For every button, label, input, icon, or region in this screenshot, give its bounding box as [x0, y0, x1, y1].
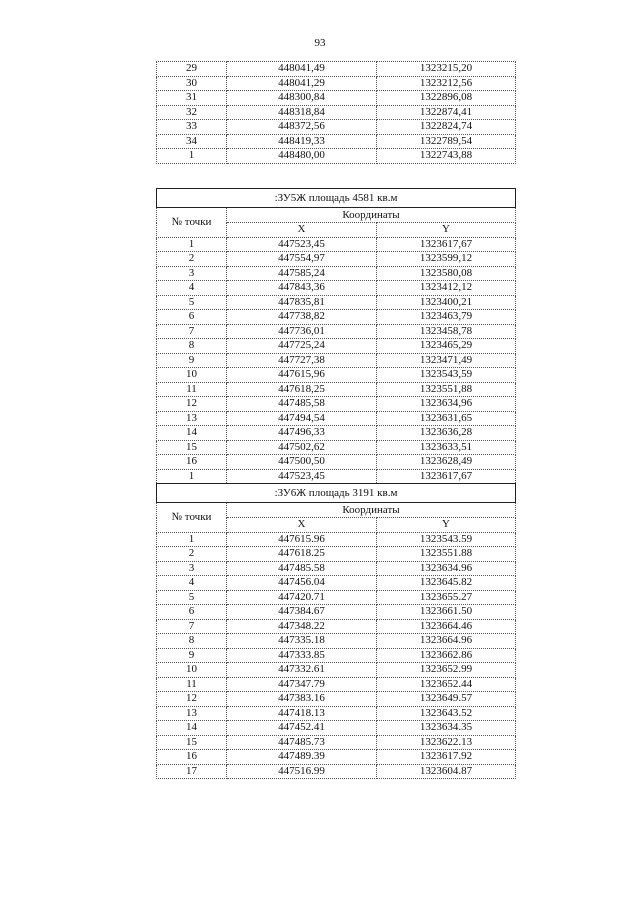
y-coordinate-cell: 1323661.50 — [377, 605, 516, 620]
y-coordinate-cell: 1323634.96 — [377, 561, 516, 576]
table-row — [157, 706, 516, 721]
point-number-cell: 3 — [157, 266, 227, 281]
table-row — [157, 310, 516, 325]
point-number-cell: 2 — [157, 252, 227, 267]
table-row — [157, 469, 516, 484]
y-coordinate-cell: 1322896,08 — [377, 91, 516, 106]
table-row — [157, 764, 516, 779]
y-coordinate-cell: 1323664.96 — [377, 634, 516, 649]
y-coordinate-cell: 1323634.35 — [377, 721, 516, 736]
x-coordinate-cell: 448300,84 — [227, 91, 377, 106]
y-coordinate-cell: 1323604.87 — [377, 764, 516, 779]
y-coordinate-cell: 1323463,79 — [377, 310, 516, 325]
table-row — [157, 605, 516, 620]
table-row — [157, 76, 516, 91]
point-number-cell: 32 — [157, 105, 227, 120]
point-number-cell: 1 — [157, 149, 227, 164]
table-row — [157, 105, 516, 120]
y-coordinate-cell: 1323662.86 — [377, 648, 516, 663]
point-number-cell: 8 — [157, 339, 227, 354]
y-coordinate-cell: 1323543,59 — [377, 368, 516, 383]
x-coordinate-cell: 448480,00 — [227, 149, 377, 164]
table-row — [157, 648, 516, 663]
x-coordinate-cell: 447738,82 — [227, 310, 377, 325]
header-row — [157, 208, 516, 223]
section-title: :ЗУ6Ж площадь 3191 кв.м — [157, 484, 516, 503]
section-zu5zh-rows — [157, 237, 516, 484]
x-coordinate-cell: 447843,36 — [227, 281, 377, 296]
y-coordinate-cell: 1323412,12 — [377, 281, 516, 296]
point-number-cell: 10 — [157, 368, 227, 383]
point-number-cell: 11 — [157, 382, 227, 397]
table-row — [157, 590, 516, 605]
table-row — [157, 634, 516, 649]
point-number-cell: 16 — [157, 750, 227, 765]
point-number-cell: 8 — [157, 634, 227, 649]
y-coordinate-cell: 1323580,08 — [377, 266, 516, 281]
point-number-cell: 29 — [157, 62, 227, 77]
point-number-cell: 34 — [157, 134, 227, 149]
top-table-body — [157, 62, 516, 164]
x-coordinate-cell: 447452.41 — [227, 721, 377, 736]
x-coordinate-cell: 447485,58 — [227, 397, 377, 412]
x-coordinate-cell: 447835,81 — [227, 295, 377, 310]
point-number-cell: 5 — [157, 590, 227, 605]
x-coordinate-cell: 447485.58 — [227, 561, 377, 576]
x-coordinate-cell: 448318,84 — [227, 105, 377, 120]
y-coordinate-cell: 1323617.92 — [377, 750, 516, 765]
point-number-cell: 30 — [157, 76, 227, 91]
x-coordinate-cell: 447554,97 — [227, 252, 377, 267]
table-row — [157, 455, 516, 470]
table-row — [157, 426, 516, 441]
header-point-number: № точки — [157, 208, 227, 238]
section-zu5zh — [157, 189, 516, 238]
point-number-cell: 11 — [157, 677, 227, 692]
x-coordinate-cell: 447496,33 — [227, 426, 377, 441]
point-number-cell: 2 — [157, 547, 227, 562]
page-number: 93 — [314, 37, 326, 49]
table-row — [157, 397, 516, 412]
x-coordinate-cell: 447516.99 — [227, 764, 377, 779]
header-coordinates: Координаты — [227, 208, 516, 223]
point-number-cell: 1 — [157, 469, 227, 484]
table-row — [157, 324, 516, 339]
table-row — [157, 619, 516, 634]
point-number-cell: 15 — [157, 735, 227, 750]
table-row — [157, 237, 516, 252]
x-coordinate-cell: 447485.73 — [227, 735, 377, 750]
header-x: X — [227, 518, 377, 533]
coordinates-table — [156, 188, 516, 779]
point-number-cell: 12 — [157, 397, 227, 412]
point-number-cell: 13 — [157, 706, 227, 721]
x-coordinate-cell: 447615,96 — [227, 368, 377, 383]
table-row — [157, 382, 516, 397]
y-coordinate-cell: 1323471,49 — [377, 353, 516, 368]
table-row — [157, 721, 516, 736]
y-coordinate-cell: 1322789,54 — [377, 134, 516, 149]
x-coordinate-cell: 448041,49 — [227, 62, 377, 77]
y-coordinate-cell: 1323634,96 — [377, 397, 516, 412]
point-number-cell: 6 — [157, 310, 227, 325]
x-coordinate-cell: 447502,62 — [227, 440, 377, 455]
x-coordinate-cell: 448419,33 — [227, 134, 377, 149]
y-coordinate-cell: 1323551.88 — [377, 547, 516, 562]
section-title-row — [157, 189, 516, 208]
y-coordinate-cell: 1323649.57 — [377, 692, 516, 707]
x-coordinate-cell: 447420.71 — [227, 590, 377, 605]
point-number-cell: 4 — [157, 281, 227, 296]
section-zu6zh-rows — [157, 532, 516, 779]
table-row — [157, 353, 516, 368]
x-coordinate-cell: 448372,56 — [227, 120, 377, 135]
x-coordinate-cell: 447618.25 — [227, 547, 377, 562]
y-coordinate-cell: 1323465,29 — [377, 339, 516, 354]
table-row — [157, 149, 516, 164]
y-coordinate-cell: 1322874,41 — [377, 105, 516, 120]
y-coordinate-cell: 1322743,88 — [377, 149, 516, 164]
y-coordinate-cell: 1323215,20 — [377, 62, 516, 77]
point-number-cell: 9 — [157, 648, 227, 663]
header-coordinates: Координаты — [227, 503, 516, 518]
point-number-cell: 13 — [157, 411, 227, 426]
table-row — [157, 532, 516, 547]
table-row — [157, 62, 516, 77]
point-number-cell: 14 — [157, 721, 227, 736]
table-row — [157, 266, 516, 281]
y-coordinate-cell: 1323400,21 — [377, 295, 516, 310]
y-coordinate-cell: 1323652.44 — [377, 677, 516, 692]
y-coordinate-cell: 1323551,88 — [377, 382, 516, 397]
table-row — [157, 677, 516, 692]
table-row — [157, 561, 516, 576]
x-coordinate-cell: 447418.13 — [227, 706, 377, 721]
x-coordinate-cell: 447727,38 — [227, 353, 377, 368]
table-row — [157, 692, 516, 707]
point-number-cell: 9 — [157, 353, 227, 368]
y-coordinate-cell: 1322824,74 — [377, 120, 516, 135]
y-coordinate-cell: 1323636,28 — [377, 426, 516, 441]
y-coordinate-cell: 1323617,67 — [377, 237, 516, 252]
point-number-cell: 6 — [157, 605, 227, 620]
table-row — [157, 120, 516, 135]
y-coordinate-cell: 1323599,12 — [377, 252, 516, 267]
y-coordinate-cell: 1323543.59 — [377, 532, 516, 547]
y-coordinate-cell: 1323212,56 — [377, 76, 516, 91]
y-coordinate-cell: 1323458,78 — [377, 324, 516, 339]
point-number-cell: 10 — [157, 663, 227, 678]
point-number-cell: 3 — [157, 561, 227, 576]
x-coordinate-cell: 447585,24 — [227, 266, 377, 281]
x-coordinate-cell: 447494,54 — [227, 411, 377, 426]
y-coordinate-cell: 1323643.52 — [377, 706, 516, 721]
table-row — [157, 339, 516, 354]
x-coordinate-cell: 447500,50 — [227, 455, 377, 470]
section-zu6zh — [157, 484, 516, 533]
x-coordinate-cell: 447523,45 — [227, 469, 377, 484]
x-coordinate-cell: 447456.04 — [227, 576, 377, 591]
x-coordinate-cell: 447332.61 — [227, 663, 377, 678]
section-title: :ЗУ5Ж площадь 4581 кв.м — [157, 189, 516, 208]
coordinates-table-continued — [156, 61, 516, 164]
table-row — [157, 368, 516, 383]
table-row — [157, 576, 516, 591]
x-coordinate-cell: 447347.79 — [227, 677, 377, 692]
table-row — [157, 547, 516, 562]
y-coordinate-cell: 1323628,49 — [377, 455, 516, 470]
point-number-cell: 31 — [157, 91, 227, 106]
point-number-cell: 16 — [157, 455, 227, 470]
point-number-cell: 15 — [157, 440, 227, 455]
header-y: Y — [377, 518, 516, 533]
x-coordinate-cell: 447383.16 — [227, 692, 377, 707]
table-row — [157, 91, 516, 106]
y-coordinate-cell: 1323631,65 — [377, 411, 516, 426]
point-number-cell: 5 — [157, 295, 227, 310]
table-row — [157, 252, 516, 267]
table-row — [157, 281, 516, 296]
table-row — [157, 295, 516, 310]
table-row — [157, 440, 516, 455]
x-coordinate-cell: 447615.96 — [227, 532, 377, 547]
x-coordinate-cell: 447348.22 — [227, 619, 377, 634]
x-coordinate-cell: 448041,29 — [227, 76, 377, 91]
header-y: Y — [377, 223, 516, 238]
point-number-cell: 12 — [157, 692, 227, 707]
table-row — [157, 134, 516, 149]
point-number-cell: 33 — [157, 120, 227, 135]
header-point-number: № точки — [157, 503, 227, 533]
x-coordinate-cell: 447725,24 — [227, 339, 377, 354]
x-coordinate-cell: 447333.85 — [227, 648, 377, 663]
header-row — [157, 503, 516, 518]
table-row — [157, 750, 516, 765]
point-number-cell: 7 — [157, 619, 227, 634]
y-coordinate-cell: 1323645.82 — [377, 576, 516, 591]
table-row — [157, 663, 516, 678]
y-coordinate-cell: 1323622.13 — [377, 735, 516, 750]
y-coordinate-cell: 1323633,51 — [377, 440, 516, 455]
y-coordinate-cell: 1323664.46 — [377, 619, 516, 634]
point-number-cell: 1 — [157, 237, 227, 252]
table-row — [157, 411, 516, 426]
header-x: X — [227, 223, 377, 238]
y-coordinate-cell: 1323617,67 — [377, 469, 516, 484]
x-coordinate-cell: 447489.39 — [227, 750, 377, 765]
x-coordinate-cell: 447618,25 — [227, 382, 377, 397]
point-number-cell: 17 — [157, 764, 227, 779]
x-coordinate-cell: 447523,45 — [227, 237, 377, 252]
x-coordinate-cell: 447736,01 — [227, 324, 377, 339]
point-number-cell: 7 — [157, 324, 227, 339]
x-coordinate-cell: 447335.18 — [227, 634, 377, 649]
point-number-cell: 4 — [157, 576, 227, 591]
x-coordinate-cell: 447384.67 — [227, 605, 377, 620]
table-row — [157, 735, 516, 750]
y-coordinate-cell: 1323655.27 — [377, 590, 516, 605]
point-number-cell: 14 — [157, 426, 227, 441]
point-number-cell: 1 — [157, 532, 227, 547]
y-coordinate-cell: 1323652.99 — [377, 663, 516, 678]
section-title-row — [157, 484, 516, 503]
